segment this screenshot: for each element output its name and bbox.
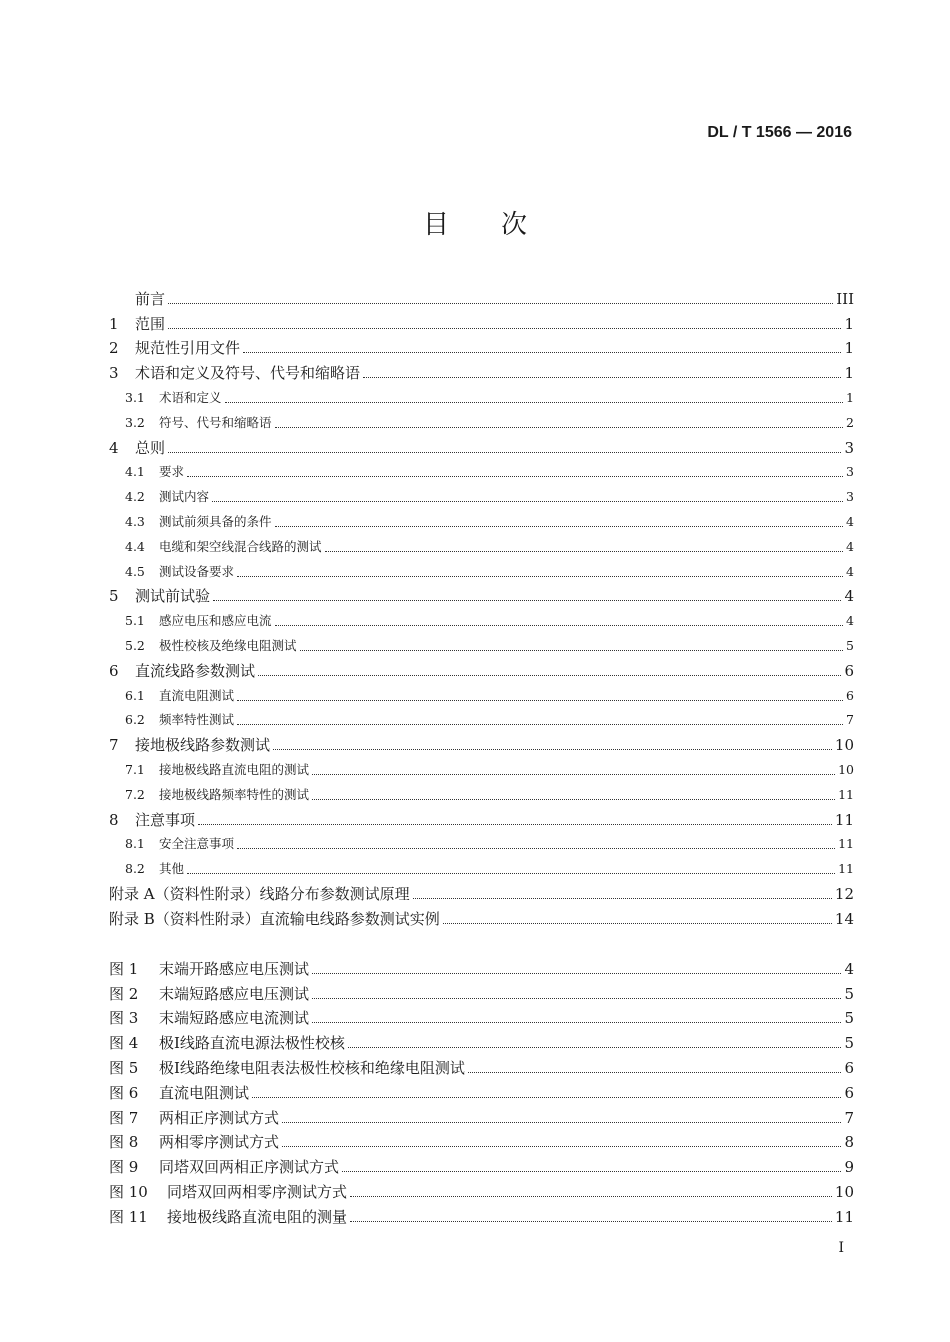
entry-label: 接地极线路频率特性的测试 bbox=[159, 786, 310, 802]
entry-number: 图 4 bbox=[109, 1034, 139, 1053]
dot-leader bbox=[187, 476, 843, 477]
dot-leader bbox=[312, 998, 841, 999]
entry-page-number: III bbox=[836, 289, 854, 308]
entry-page-number: 6 bbox=[844, 1083, 854, 1102]
entry-page-number: 5 bbox=[844, 1009, 854, 1028]
dot-leader bbox=[198, 824, 832, 825]
entry-page-number: 9 bbox=[844, 1158, 854, 1177]
toc-entry[interactable] bbox=[109, 557, 854, 582]
toc-entry[interactable] bbox=[109, 1053, 854, 1078]
dot-leader bbox=[348, 1047, 842, 1048]
toc-entry[interactable] bbox=[109, 1202, 854, 1227]
entry-page-number: 3 bbox=[846, 489, 854, 505]
dot-leader bbox=[350, 1196, 832, 1197]
entry-page-number: 8 bbox=[844, 1133, 854, 1152]
entry-page-number: 4 bbox=[844, 587, 854, 606]
dot-leader bbox=[187, 873, 835, 874]
entry-number: 4.3 bbox=[125, 513, 145, 529]
entry-label: 测试设备要求 bbox=[159, 563, 235, 579]
toc-entry[interactable] bbox=[109, 830, 854, 855]
entry-label: 极Ⅰ线路直流电源法极性校核 bbox=[159, 1034, 345, 1053]
dot-leader bbox=[342, 1171, 841, 1172]
dot-leader bbox=[168, 303, 833, 304]
entry-number: 4.2 bbox=[125, 489, 145, 505]
dot-leader bbox=[237, 848, 835, 849]
entry-number: 附录 A（资料性附录） bbox=[109, 884, 260, 903]
entry-number: 图 2 bbox=[109, 984, 139, 1003]
entry-number: 3.1 bbox=[125, 389, 145, 405]
entry-number: 图 8 bbox=[109, 1133, 139, 1152]
page-title: 目次 bbox=[422, 210, 579, 240]
dot-leader bbox=[413, 898, 832, 899]
toc-entry[interactable] bbox=[109, 334, 854, 359]
entry-number: 附录 B（资料性附录） bbox=[109, 909, 260, 928]
dot-leader bbox=[300, 650, 843, 651]
dot-leader bbox=[243, 352, 841, 353]
entry-label: 其他 bbox=[159, 861, 185, 877]
dot-leader bbox=[282, 1122, 841, 1123]
toc-entry[interactable] bbox=[109, 780, 854, 805]
entry-label: 极性校核及绝缘电阻测试 bbox=[159, 637, 297, 653]
entry-number: 4.4 bbox=[125, 538, 145, 554]
toc-entry[interactable] bbox=[109, 879, 854, 904]
entry-label: 末端短路感应电流测试 bbox=[159, 1009, 310, 1028]
dot-leader bbox=[443, 923, 832, 924]
entry-label: 规范性引用文件 bbox=[135, 339, 241, 358]
toc-entry[interactable] bbox=[109, 631, 854, 656]
entry-page-number: 6 bbox=[844, 661, 854, 680]
entry-number: 图 5 bbox=[109, 1058, 139, 1077]
toc-entry[interactable] bbox=[109, 1152, 854, 1177]
entry-page-number: 3 bbox=[844, 438, 854, 457]
dot-leader bbox=[258, 675, 841, 676]
entry-number: 8 bbox=[109, 810, 119, 829]
entry-number: 5.2 bbox=[125, 637, 145, 653]
entry-page-number: 10 bbox=[834, 1182, 854, 1201]
entry-label: 极Ⅰ线路绝缘电阻表法极性校核和绝缘电阻测试 bbox=[159, 1058, 465, 1077]
entry-page-number: 7 bbox=[844, 1108, 854, 1127]
toc-entry[interactable] bbox=[109, 408, 854, 433]
entry-page-number: 11 bbox=[834, 810, 854, 829]
entry-number: 7.2 bbox=[125, 786, 145, 802]
toc-entry[interactable] bbox=[109, 954, 854, 979]
toc-entry[interactable] bbox=[109, 458, 854, 483]
entry-number: 图 3 bbox=[109, 1009, 139, 1028]
entry-label: 接地极线路直流电阻的测试 bbox=[159, 761, 310, 777]
entry-number: 5 bbox=[109, 587, 119, 606]
entry-label: 测试内容 bbox=[159, 489, 210, 505]
entry-number: 5.1 bbox=[125, 613, 145, 629]
entry-page-number: 14 bbox=[834, 909, 854, 928]
entry-page-number: 4 bbox=[844, 959, 854, 978]
toc-entry[interactable] bbox=[109, 1004, 854, 1029]
entry-page-number: 11 bbox=[838, 861, 854, 877]
footer-page-number: I bbox=[838, 1240, 844, 1256]
toc-entry[interactable] bbox=[109, 681, 854, 706]
entry-number: 3 bbox=[109, 364, 119, 383]
entry-label: 测试前须具备的条件 bbox=[159, 513, 272, 529]
entry-page-number: 5 bbox=[844, 984, 854, 1003]
toc-entry[interactable] bbox=[109, 606, 854, 631]
toc-entry[interactable] bbox=[109, 532, 854, 557]
entry-page-number: 4 bbox=[846, 613, 854, 629]
toc-entry[interactable] bbox=[109, 755, 854, 780]
toc-entry[interactable] bbox=[109, 1103, 854, 1128]
entry-label: 同塔双回两相正序测试方式 bbox=[159, 1158, 340, 1177]
toc-entry[interactable] bbox=[109, 482, 854, 507]
entry-page-number: 7 bbox=[846, 712, 854, 728]
entry-page-number: 11 bbox=[838, 836, 854, 852]
entry-number: 4.1 bbox=[125, 464, 145, 480]
dot-leader bbox=[312, 973, 841, 974]
entry-label: 前言 bbox=[135, 289, 166, 308]
entry-label: 两相零序测试方式 bbox=[159, 1133, 280, 1152]
entry-label: 两相正序测试方式 bbox=[159, 1108, 280, 1127]
entry-label: 频率特性测试 bbox=[159, 712, 235, 728]
entry-label: 直流线路参数测试 bbox=[135, 661, 256, 680]
table-of-contents bbox=[109, 284, 854, 929]
entry-label: 直流电阻测试 bbox=[159, 687, 235, 703]
dot-leader bbox=[363, 377, 841, 378]
entry-number: 图 7 bbox=[109, 1108, 139, 1127]
toc-entry[interactable] bbox=[109, 854, 854, 879]
standard-number: DL / T 1566 — 2016 bbox=[707, 124, 852, 141]
entry-page-number: 11 bbox=[834, 1207, 854, 1226]
entry-number: 6.2 bbox=[125, 712, 145, 728]
entry-number: 4.5 bbox=[125, 563, 145, 579]
entry-page-number: 5 bbox=[844, 1034, 854, 1053]
entry-page-number: 12 bbox=[834, 884, 854, 903]
toc-entry[interactable] bbox=[109, 1078, 854, 1103]
entry-page-number: 1 bbox=[844, 314, 854, 333]
dot-leader bbox=[350, 1221, 832, 1222]
entry-label: 直流输电线路参数测试实例 bbox=[259, 909, 440, 928]
dot-leader bbox=[312, 799, 835, 800]
dot-leader bbox=[275, 427, 843, 428]
entry-label: 同塔双回两相零序测试方式 bbox=[167, 1182, 348, 1201]
entry-label: 末端开路感应电压测试 bbox=[159, 959, 310, 978]
entry-page-number: 6 bbox=[844, 1058, 854, 1077]
entry-number: 图 10 bbox=[109, 1182, 148, 1201]
toc-entry[interactable] bbox=[109, 730, 854, 755]
entry-label: 要求 bbox=[159, 464, 185, 480]
dot-leader bbox=[282, 1146, 841, 1147]
entry-number: 7 bbox=[109, 736, 119, 755]
entry-page-number: 2 bbox=[846, 414, 854, 430]
entry-number: 2 bbox=[109, 339, 119, 358]
dot-leader bbox=[275, 526, 843, 527]
entry-label: 接地极线路参数测试 bbox=[135, 736, 271, 755]
dot-leader bbox=[312, 1022, 841, 1023]
dot-leader bbox=[468, 1072, 842, 1073]
entry-page-number: 3 bbox=[846, 464, 854, 480]
toc-entry[interactable] bbox=[109, 904, 854, 929]
entry-label: 测试前试验 bbox=[135, 587, 211, 606]
dot-leader bbox=[213, 600, 841, 601]
toc-entry[interactable] bbox=[109, 582, 854, 607]
dot-leader bbox=[312, 774, 835, 775]
dot-leader bbox=[168, 452, 841, 453]
dot-leader bbox=[273, 749, 832, 750]
entry-number: 图 6 bbox=[109, 1083, 139, 1102]
entry-label: 线路分布参数测试原理 bbox=[259, 884, 410, 903]
entry-label: 总则 bbox=[135, 438, 166, 457]
entry-page-number: 10 bbox=[838, 761, 854, 777]
dot-leader bbox=[275, 625, 843, 626]
entry-label: 电缆和架空线混合线路的测试 bbox=[159, 538, 322, 554]
entry-number: 8.2 bbox=[125, 861, 145, 877]
toc-entry[interactable] bbox=[109, 805, 854, 830]
entry-label: 接地极线路直流电阻的测量 bbox=[167, 1207, 348, 1226]
toc-entry[interactable] bbox=[109, 706, 854, 731]
entry-page-number: 4 bbox=[846, 513, 854, 529]
dot-leader bbox=[225, 402, 843, 403]
entry-number: 8.1 bbox=[125, 836, 145, 852]
entry-label: 术语和定义 bbox=[159, 389, 222, 405]
entry-number: 图 1 bbox=[109, 959, 139, 978]
dot-leader bbox=[325, 551, 843, 552]
dot-leader bbox=[168, 328, 841, 329]
entry-page-number: 1 bbox=[846, 389, 854, 405]
toc-entry[interactable] bbox=[109, 979, 854, 1004]
toc-entry[interactable] bbox=[109, 1128, 854, 1153]
entry-label: 直流电阻测试 bbox=[159, 1083, 250, 1102]
toc-entry[interactable] bbox=[109, 433, 854, 458]
entry-label: 术语和定义及符号、代号和缩略语 bbox=[135, 364, 361, 383]
toc-entry[interactable] bbox=[109, 309, 854, 334]
entry-page-number: 1 bbox=[844, 364, 854, 383]
entry-label: 安全注意事项 bbox=[159, 836, 235, 852]
entry-number: 6 bbox=[109, 661, 119, 680]
entry-number: 1 bbox=[109, 314, 119, 333]
dot-leader bbox=[237, 724, 843, 725]
entry-page-number: 4 bbox=[846, 538, 854, 554]
entry-number: 图 11 bbox=[109, 1207, 148, 1226]
toc-entry[interactable] bbox=[109, 1177, 854, 1202]
toc-entry[interactable] bbox=[109, 656, 854, 681]
dot-leader bbox=[252, 1097, 841, 1098]
entry-label: 末端短路感应电压测试 bbox=[159, 984, 310, 1003]
entry-label: 感应电压和感应电流 bbox=[159, 613, 272, 629]
entry-page-number: 10 bbox=[834, 736, 854, 755]
entry-number: 图 9 bbox=[109, 1158, 139, 1177]
entry-number: 4 bbox=[109, 438, 119, 457]
dot-leader bbox=[237, 576, 843, 577]
entry-page-number: 6 bbox=[846, 687, 854, 703]
entry-label: 范围 bbox=[135, 314, 166, 333]
toc-entry[interactable] bbox=[109, 358, 854, 383]
entry-label: 符号、代号和缩略语 bbox=[159, 414, 272, 430]
dot-leader bbox=[237, 700, 843, 701]
toc-entry[interactable] bbox=[109, 1028, 854, 1053]
toc-entry[interactable] bbox=[109, 507, 854, 532]
entry-label: 注意事项 bbox=[135, 810, 196, 829]
entry-number: 6.1 bbox=[125, 687, 145, 703]
entry-page-number: 1 bbox=[844, 339, 854, 358]
entry-page-number: 4 bbox=[846, 563, 854, 579]
entry-page-number: 11 bbox=[838, 786, 854, 802]
toc-entry[interactable] bbox=[109, 284, 854, 309]
entry-page-number: 5 bbox=[846, 637, 854, 653]
entry-number: 7.1 bbox=[125, 761, 145, 777]
dot-leader bbox=[212, 501, 843, 502]
toc-entry[interactable] bbox=[109, 383, 854, 408]
entry-number: 3.2 bbox=[125, 414, 145, 430]
list-of-figures bbox=[109, 954, 854, 1227]
